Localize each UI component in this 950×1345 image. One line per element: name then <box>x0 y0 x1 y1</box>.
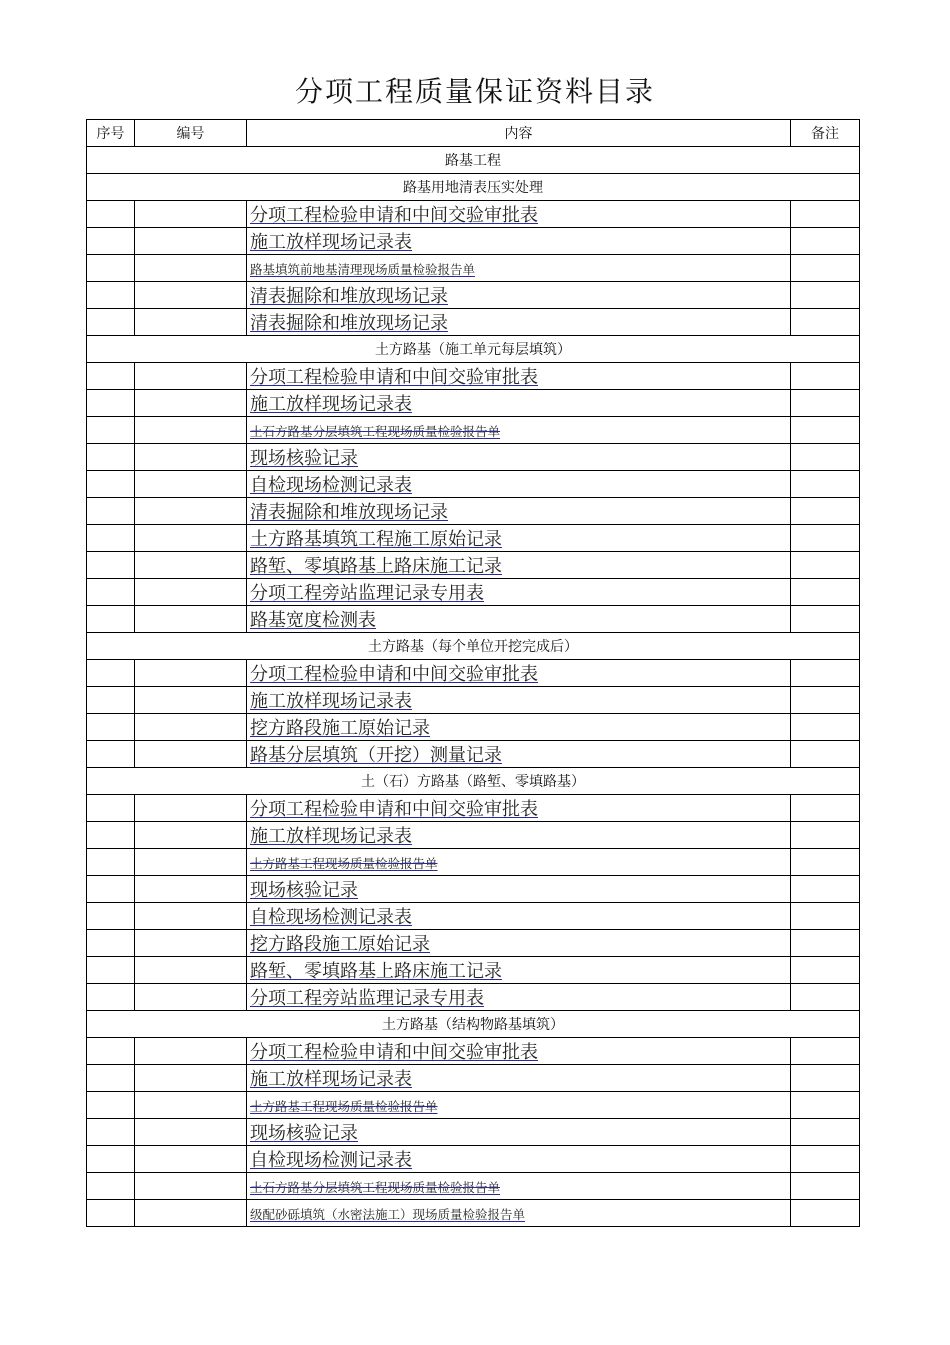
content-cell <box>247 741 791 768</box>
remark-cell[interactable] <box>791 444 860 471</box>
seq-cell[interactable] <box>87 903 135 930</box>
content-cell <box>247 525 791 552</box>
section-row <box>87 1011 860 1038</box>
remark-cell[interactable] <box>791 984 860 1011</box>
seq-cell[interactable] <box>87 444 135 471</box>
seq-cell[interactable] <box>87 1200 135 1227</box>
table-row <box>87 1173 860 1200</box>
remark-cell[interactable] <box>791 741 860 768</box>
header-seq: 序号 <box>87 120 135 147</box>
seq-cell[interactable] <box>87 363 135 390</box>
document-link[interactable]: 分项工程检验申请和中间交验审批表 <box>250 799 538 820</box>
section-title: 土方路基（结构物路基填筑） <box>87 1011 860 1038</box>
code-cell[interactable] <box>135 1038 247 1065</box>
code-cell[interactable] <box>135 498 247 525</box>
header-code: 编号 <box>135 120 247 147</box>
seq-cell[interactable] <box>87 1092 135 1119</box>
document-link[interactable]: 路基填筑前地基清理现场质量检验报告单 <box>250 261 476 277</box>
remark-cell[interactable] <box>791 228 860 255</box>
table-row <box>87 309 860 336</box>
content-cell <box>247 660 791 687</box>
section-row <box>87 174 860 201</box>
document-link[interactable]: 土石方路基分层填筑工程现场质量检验报告单 <box>250 423 501 439</box>
remark-cell[interactable] <box>791 1038 860 1065</box>
table-row <box>87 1200 860 1227</box>
document-link[interactable]: 施工放样现场记录表 <box>250 1069 412 1090</box>
remark-cell[interactable] <box>791 417 860 444</box>
table-row <box>87 1119 860 1146</box>
seq-cell[interactable] <box>87 1146 135 1173</box>
code-cell[interactable] <box>135 282 247 309</box>
table-row <box>87 390 860 417</box>
content-cell <box>247 1092 791 1119</box>
code-cell[interactable] <box>135 984 247 1011</box>
content-cell <box>247 1065 791 1092</box>
table-row <box>87 579 860 606</box>
page-title: 分项工程质量保证资料目录 <box>294 75 655 108</box>
code-cell[interactable] <box>135 228 247 255</box>
seq-cell[interactable] <box>87 201 135 228</box>
content-cell <box>247 363 791 390</box>
document-link[interactable]: 土方路基工程现场质量检验报告单 <box>250 855 438 871</box>
document-link[interactable]: 分项工程检验申请和中间交验审批表 <box>250 205 538 226</box>
seq-cell[interactable] <box>87 498 135 525</box>
seq-cell[interactable] <box>87 255 135 282</box>
document-link[interactable]: 路基分层填筑（开挖）测量记录 <box>250 745 502 766</box>
remark-cell[interactable] <box>791 525 860 552</box>
table-row <box>87 714 860 741</box>
code-cell[interactable] <box>135 1119 247 1146</box>
document-link[interactable]: 分项工程检验申请和中间交验审批表 <box>250 1042 538 1063</box>
section-row <box>87 768 860 795</box>
seq-cell[interactable] <box>87 822 135 849</box>
content-cell <box>247 984 791 1011</box>
code-cell[interactable] <box>135 1065 247 1092</box>
section-row <box>87 633 860 660</box>
content-cell <box>247 579 791 606</box>
remark-cell[interactable] <box>791 1119 860 1146</box>
seq-cell[interactable] <box>87 552 135 579</box>
remark-cell[interactable] <box>791 471 860 498</box>
table-row <box>87 849 860 876</box>
content-cell <box>247 606 791 633</box>
content-cell <box>247 228 791 255</box>
table-row <box>87 525 860 552</box>
remark-cell[interactable] <box>791 498 860 525</box>
document-link[interactable]: 施工放样现场记录表 <box>250 394 412 415</box>
document-link[interactable]: 路基宽度检测表 <box>250 610 376 631</box>
remark-cell[interactable] <box>791 201 860 228</box>
seq-cell[interactable] <box>87 282 135 309</box>
code-cell[interactable] <box>135 876 247 903</box>
document-link[interactable]: 施工放样现场记录表 <box>250 691 412 712</box>
code-cell[interactable] <box>135 741 247 768</box>
table-header-row <box>87 120 860 147</box>
remark-cell[interactable] <box>791 876 860 903</box>
code-cell[interactable] <box>135 363 247 390</box>
document-link[interactable]: 现场核验记录 <box>250 1123 358 1144</box>
table-row <box>87 255 860 282</box>
remark-cell[interactable] <box>791 309 860 336</box>
content-cell <box>247 498 791 525</box>
table-row <box>87 876 860 903</box>
content-cell <box>247 471 791 498</box>
seq-cell[interactable] <box>87 957 135 984</box>
seq-cell[interactable] <box>87 687 135 714</box>
table-row <box>87 660 860 687</box>
section-title: 路基用地清表压实处理 <box>87 174 860 201</box>
code-cell[interactable] <box>135 471 247 498</box>
content-cell <box>247 876 791 903</box>
remark-cell[interactable] <box>791 1173 860 1200</box>
code-cell[interactable] <box>135 1092 247 1119</box>
document-link[interactable]: 挖方路段施工原始记录 <box>250 718 430 739</box>
seq-cell[interactable] <box>87 228 135 255</box>
document-link[interactable]: 清表掘除和堆放现场记录 <box>250 286 448 307</box>
document-link[interactable]: 自检现场检测记录表 <box>250 475 412 496</box>
table-row <box>87 1038 860 1065</box>
code-cell[interactable] <box>135 309 247 336</box>
content-cell <box>247 903 791 930</box>
seq-cell[interactable] <box>87 1038 135 1065</box>
seq-cell[interactable] <box>87 1065 135 1092</box>
document-link[interactable]: 土方路基工程现场质量检验报告单 <box>250 1098 438 1114</box>
content-cell <box>247 309 791 336</box>
section-title: 土（石）方路基（路堑、零填路基） <box>87 768 860 795</box>
remark-cell[interactable] <box>791 1065 860 1092</box>
code-cell[interactable] <box>135 903 247 930</box>
table-row <box>87 282 860 309</box>
section-title: 土方路基（施工单元每层填筑） <box>87 336 860 363</box>
remark-cell[interactable] <box>791 795 860 822</box>
seq-cell[interactable] <box>87 579 135 606</box>
table-row <box>87 687 860 714</box>
remark-cell[interactable] <box>791 660 860 687</box>
seq-cell[interactable] <box>87 309 135 336</box>
remark-cell[interactable] <box>791 606 860 633</box>
code-cell[interactable] <box>135 822 247 849</box>
seq-cell[interactable] <box>87 1173 135 1200</box>
document-link[interactable]: 路堑、零填路基上路床施工记录 <box>250 556 502 577</box>
document-link[interactable]: 土石方路基分层填筑工程现场质量检验报告单 <box>250 1179 501 1195</box>
content-cell <box>247 714 791 741</box>
content-cell <box>247 552 791 579</box>
content-cell <box>247 1200 791 1227</box>
content-cell <box>247 1038 791 1065</box>
seq-cell[interactable] <box>87 390 135 417</box>
document-link[interactable]: 分项工程旁站监理记录专用表 <box>250 583 484 604</box>
code-cell[interactable] <box>135 795 247 822</box>
code-cell[interactable] <box>135 606 247 633</box>
remark-cell[interactable] <box>791 903 860 930</box>
table-row <box>87 444 860 471</box>
remark-cell[interactable] <box>791 1146 860 1173</box>
document-link[interactable]: 清表掘除和堆放现场记录 <box>250 502 448 523</box>
seq-cell[interactable] <box>87 930 135 957</box>
table-row <box>87 822 860 849</box>
document-link[interactable]: 清表掘除和堆放现场记录 <box>250 313 448 334</box>
seq-cell[interactable] <box>87 471 135 498</box>
seq-cell[interactable] <box>87 795 135 822</box>
code-cell[interactable] <box>135 957 247 984</box>
seq-cell[interactable] <box>87 984 135 1011</box>
content-cell <box>247 687 791 714</box>
seq-cell[interactable] <box>87 876 135 903</box>
content-cell <box>247 201 791 228</box>
table-row <box>87 1146 860 1173</box>
remark-cell[interactable] <box>791 822 860 849</box>
section-row <box>87 336 860 363</box>
code-cell[interactable] <box>135 714 247 741</box>
content-cell <box>247 849 791 876</box>
seq-cell[interactable] <box>87 714 135 741</box>
content-cell <box>247 417 791 444</box>
remark-cell[interactable] <box>791 930 860 957</box>
table-row <box>87 741 860 768</box>
remark-cell[interactable] <box>791 1200 860 1227</box>
code-cell[interactable] <box>135 390 247 417</box>
code-cell[interactable] <box>135 1200 247 1227</box>
seq-cell[interactable] <box>87 417 135 444</box>
content-cell <box>247 444 791 471</box>
code-cell[interactable] <box>135 525 247 552</box>
code-cell[interactable] <box>135 579 247 606</box>
document-link[interactable]: 分项工程检验申请和中间交验审批表 <box>250 664 538 685</box>
table-row <box>87 984 860 1011</box>
table-row <box>87 417 860 444</box>
code-cell[interactable] <box>135 930 247 957</box>
code-cell[interactable] <box>135 417 247 444</box>
header-content: 内容 <box>247 120 791 147</box>
code-cell[interactable] <box>135 255 247 282</box>
document-link[interactable]: 路堑、零填路基上路床施工记录 <box>250 961 502 982</box>
code-cell[interactable] <box>135 660 247 687</box>
document-link[interactable]: 自检现场检测记录表 <box>250 907 412 928</box>
document-link[interactable]: 自检现场检测记录表 <box>250 1150 412 1171</box>
code-cell[interactable] <box>135 201 247 228</box>
document-link[interactable]: 分项工程旁站监理记录专用表 <box>250 988 484 1009</box>
document-link[interactable]: 级配砂砾填筑（水密法施工）现场质量检验报告单 <box>250 1206 526 1222</box>
remark-cell[interactable] <box>791 363 860 390</box>
remark-cell[interactable] <box>791 282 860 309</box>
remark-cell[interactable] <box>791 255 860 282</box>
table-row <box>87 1065 860 1092</box>
code-cell[interactable] <box>135 444 247 471</box>
table-row <box>87 606 860 633</box>
code-cell[interactable] <box>135 1173 247 1200</box>
remark-cell[interactable] <box>791 714 860 741</box>
document-link[interactable]: 现场核验记录 <box>250 448 358 469</box>
document-link[interactable]: 挖方路段施工原始记录 <box>250 934 430 955</box>
content-cell <box>247 930 791 957</box>
content-cell <box>247 795 791 822</box>
table-row <box>87 552 860 579</box>
remark-cell[interactable] <box>791 552 860 579</box>
document-link[interactable]: 施工放样现场记录表 <box>250 826 412 847</box>
table-row <box>87 498 860 525</box>
seq-cell[interactable] <box>87 606 135 633</box>
table-row <box>87 363 860 390</box>
document-link[interactable]: 分项工程检验申请和中间交验审批表 <box>250 367 538 388</box>
table-row <box>87 957 860 984</box>
content-cell <box>247 822 791 849</box>
table-row <box>87 903 860 930</box>
remark-cell[interactable] <box>791 687 860 714</box>
document-link[interactable]: 土方路基填筑工程施工原始记录 <box>250 529 502 550</box>
code-cell[interactable] <box>135 849 247 876</box>
remark-cell[interactable] <box>791 849 860 876</box>
seq-cell[interactable] <box>87 525 135 552</box>
table-row <box>87 201 860 228</box>
table-row <box>87 930 860 957</box>
remark-cell[interactable] <box>791 1092 860 1119</box>
content-cell <box>247 255 791 282</box>
table-row <box>87 228 860 255</box>
content-cell <box>247 957 791 984</box>
content-cell <box>247 1173 791 1200</box>
content-cell <box>247 1119 791 1146</box>
seq-cell[interactable] <box>87 741 135 768</box>
table-row <box>87 471 860 498</box>
header-remark: 备注 <box>791 120 860 147</box>
section-title: 路基工程 <box>87 147 860 174</box>
document-link[interactable]: 施工放样现场记录表 <box>250 232 412 253</box>
seq-cell[interactable] <box>87 660 135 687</box>
table-row <box>87 795 860 822</box>
remark-cell[interactable] <box>791 957 860 984</box>
content-cell <box>247 390 791 417</box>
content-cell <box>247 1146 791 1173</box>
section-title: 土方路基（每个单位开挖完成后） <box>87 633 860 660</box>
code-cell[interactable] <box>135 687 247 714</box>
code-cell[interactable] <box>135 1146 247 1173</box>
content-cell <box>247 282 791 309</box>
section-row <box>87 147 860 174</box>
table-row <box>87 1092 860 1119</box>
remark-cell[interactable] <box>791 579 860 606</box>
seq-cell[interactable] <box>87 1119 135 1146</box>
remark-cell[interactable] <box>791 390 860 417</box>
catalog-table <box>86 119 860 1227</box>
document-link[interactable]: 现场核验记录 <box>250 880 358 901</box>
code-cell[interactable] <box>135 552 247 579</box>
seq-cell[interactable] <box>87 849 135 876</box>
